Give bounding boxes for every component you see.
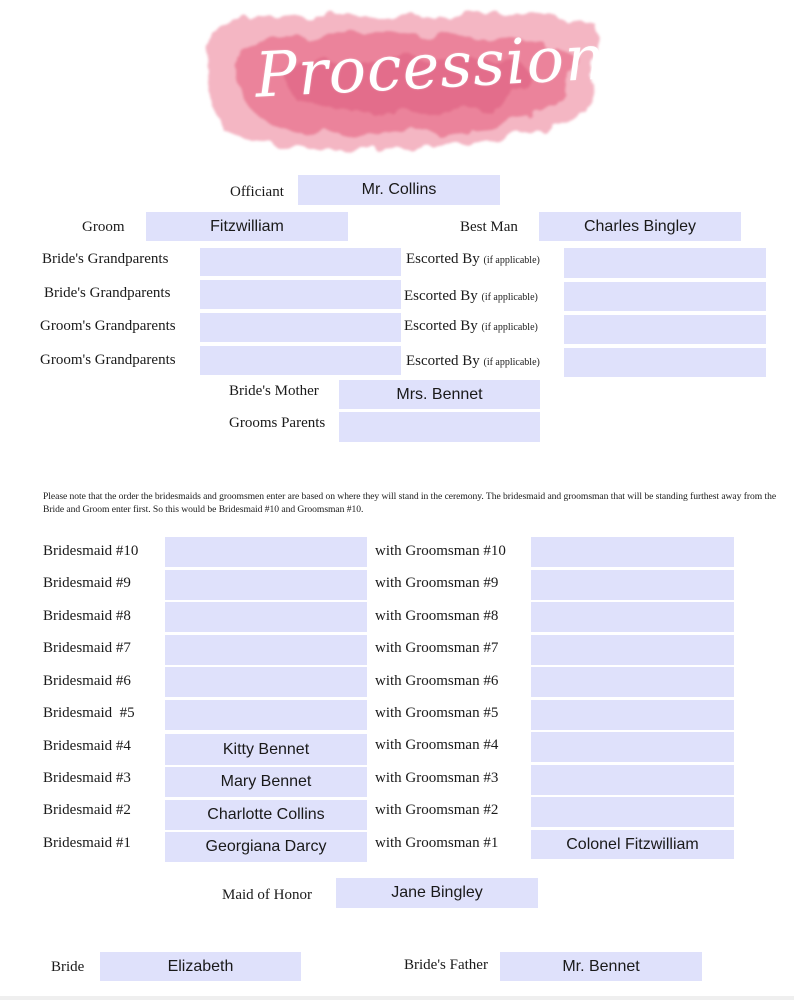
groomsman-label: with Groomsman #3: [375, 770, 499, 786]
grandparents-label: Bride's Grandparents: [44, 285, 171, 301]
bridesmaid-field[interactable]: [165, 800, 367, 830]
escorted-by-field[interactable]: [564, 348, 766, 377]
bridesmaid-field[interactable]: [165, 602, 367, 632]
brides-mother-label: Bride's Mother: [229, 383, 319, 399]
groomsman-label: with Groomsman #4: [375, 737, 499, 753]
bridesmaid-field[interactable]: [165, 832, 367, 862]
bridesmaid-label: Bridesmaid #2: [43, 802, 131, 818]
groomsman-field[interactable]: [531, 830, 734, 859]
groomsman-label: with Groomsman #1: [375, 835, 499, 851]
officiant-label: Officiant: [230, 184, 284, 200]
groom-field[interactable]: [146, 212, 348, 241]
escorted-by-text: Escorted By: [406, 353, 480, 369]
bridesmaid-field[interactable]: [165, 635, 367, 665]
grooms-parents-field[interactable]: [339, 412, 540, 442]
grandparents-field[interactable]: [200, 248, 401, 276]
brides-father-label: Bride's Father: [404, 957, 488, 973]
bridesmaid-field[interactable]: [165, 767, 367, 797]
groomsman-field[interactable]: [531, 732, 734, 762]
groomsman-label: with Groomsman #2: [375, 802, 499, 818]
grandparents-field[interactable]: [200, 313, 401, 342]
groomsman-field[interactable]: [531, 667, 734, 697]
if-applicable-note: (if applicable): [483, 255, 540, 266]
groomsman-label: with Groomsman #5: [375, 705, 499, 721]
grooms-parents-label: Grooms Parents: [229, 415, 326, 431]
bride-field[interactable]: [100, 952, 301, 981]
groomsman-field[interactable]: [531, 602, 734, 632]
grandparents-label: Bride's Grandparents: [42, 251, 169, 267]
bridesmaid-label: Bridesmaid #3: [43, 770, 131, 786]
page-title: Processional: [253, 17, 667, 112]
groomsman-label: with Groomsman #7: [375, 640, 499, 656]
escorted-by-text: Escorted By: [406, 251, 480, 267]
bridesmaid-label: Bridesmaid #8: [43, 608, 131, 624]
maid-of-honor-field[interactable]: [336, 878, 538, 908]
groomsman-field[interactable]: [531, 635, 734, 665]
bride-label: Bride: [51, 959, 85, 975]
grandparents-field[interactable]: [200, 346, 401, 375]
bridesmaid-label: Bridesmaid #4: [43, 738, 131, 754]
groomsman-field[interactable]: [531, 537, 734, 567]
maid-of-honor-label: Maid of Honor: [222, 887, 312, 903]
bridesmaid-field[interactable]: [165, 570, 367, 600]
groomsman-label: with Groomsman #9: [375, 575, 499, 591]
bridesmaid-field[interactable]: [165, 667, 367, 697]
escorted-by-field[interactable]: [564, 315, 766, 344]
grandparents-field[interactable]: [200, 280, 401, 309]
groom-label: Groom: [82, 219, 125, 235]
groomsman-field[interactable]: [531, 797, 734, 827]
escorted-by-field[interactable]: [564, 282, 766, 311]
escorted-by-text: Escorted By: [404, 288, 478, 304]
escorted-by-label: [404, 317, 538, 337]
escorted-by-text: Escorted By: [404, 318, 478, 334]
bridesmaid-label: Bridesmaid #6: [43, 673, 131, 689]
escorted-by-field[interactable]: [564, 248, 766, 278]
bridesmaid-label: Bridesmaid #9: [43, 575, 131, 591]
bridesmaid-label: Bridesmaid #1: [43, 835, 131, 851]
groomsman-label: with Groomsman #8: [375, 608, 499, 624]
bridesmaid-label: Bridesmaid #10: [43, 543, 139, 559]
escorted-by-label: [404, 287, 538, 307]
groomsman-label: with Groomsman #10: [375, 543, 506, 559]
escorted-by-label: [406, 250, 540, 270]
grandparents-label: Groom's Grandparents: [40, 318, 176, 334]
officiant-field[interactable]: [298, 175, 500, 205]
best-man-label: Best Man: [460, 219, 518, 235]
order-note: Please note that the order the bridesmaids and groomsmen enter are based on where they will stand in the ceremony. The bridesmaid and groomsman that will be standing furthest away from the Bride and Groom enter first. So this would be Bridesmaid #10 and Groomsman #10.: [43, 491, 777, 515]
best-man-field[interactable]: [539, 212, 741, 241]
if-applicable-note: (if applicable): [483, 357, 540, 368]
page-bottom-edge: [0, 996, 794, 1000]
bridesmaid-field[interactable]: [165, 537, 367, 567]
brides-father-field[interactable]: [500, 952, 702, 981]
bridesmaid-field[interactable]: [165, 734, 367, 765]
bridesmaid-field[interactable]: [165, 700, 367, 730]
brides-mother-field[interactable]: [339, 380, 540, 409]
if-applicable-note: (if applicable): [481, 292, 538, 303]
groomsman-field[interactable]: [531, 570, 734, 600]
groomsman-label: with Groomsman #6: [375, 673, 499, 689]
grandparents-label: Groom's Grandparents: [40, 352, 176, 368]
if-applicable-note: (if applicable): [481, 322, 538, 333]
groomsman-field[interactable]: [531, 765, 734, 795]
bridesmaid-label: Bridesmaid #7: [43, 640, 131, 656]
groomsman-field[interactable]: [531, 700, 734, 730]
escorted-by-label: [406, 352, 540, 372]
bridesmaid-label: Bridesmaid #5: [43, 705, 135, 721]
